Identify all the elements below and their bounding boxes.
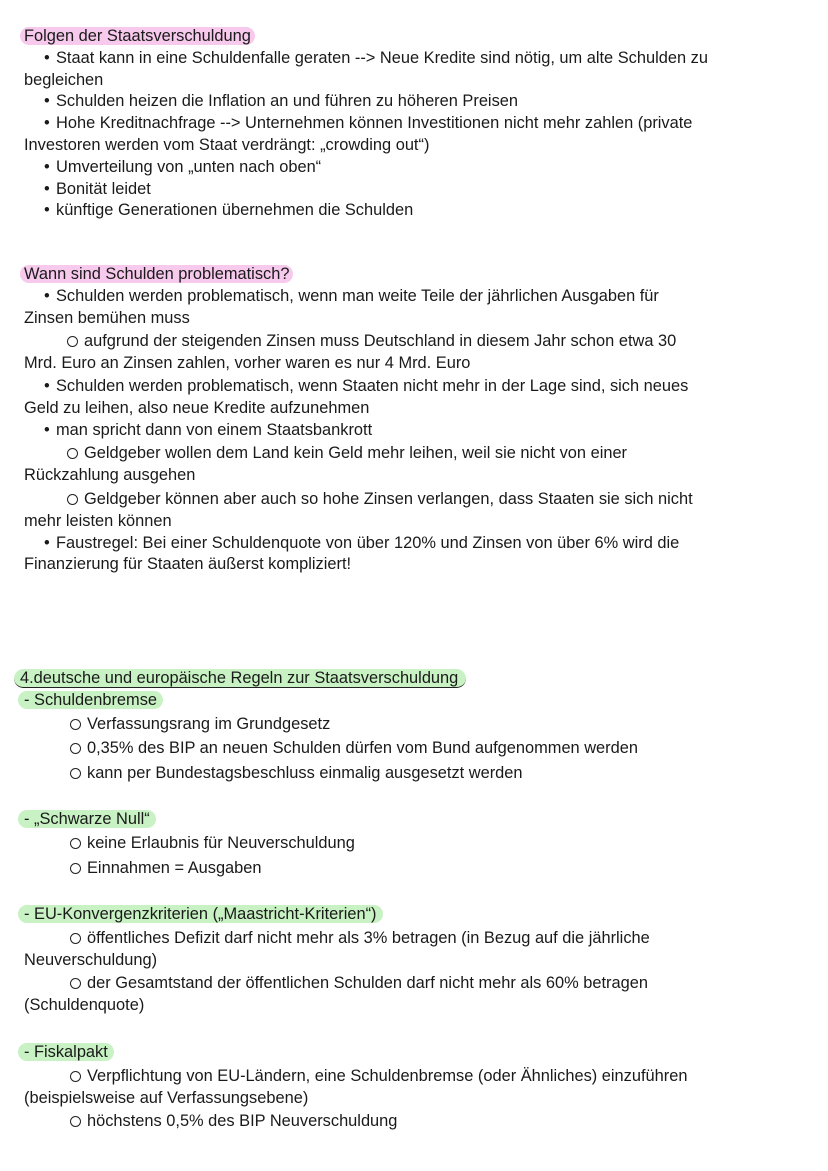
- sub-item: aufgrund der steigenden Zinsen muss Deutschland in diesem Jahr schon etwa 30: [24, 331, 800, 353]
- sub-item-continuation: Neuverschuldung): [24, 950, 158, 969]
- section-title-problematic: Wann sind Schulden problematisch?: [20, 265, 293, 283]
- bullet-icon: •: [44, 376, 50, 395]
- circle-bullet-icon: [70, 933, 81, 944]
- circle-bullet-icon: [70, 863, 81, 874]
- section-when-problematic: [24, 264, 800, 576]
- bullet-icon: •: [44, 157, 50, 176]
- list-item-continuation: Zinsen bemühen muss: [24, 308, 190, 327]
- list-item: • Bonität leidet: [24, 179, 800, 201]
- list-item-continuation: Investoren werden vom Staat verdrängt: „crowding out“): [24, 135, 430, 154]
- circle-bullet-icon: [70, 978, 81, 989]
- sub-item-continuation: Rückzahlung ausgehen: [24, 466, 196, 485]
- sub-item: kann per Bundestagsbeschluss einmalig ausgesetzt werden: [24, 763, 800, 785]
- circle-bullet-icon: [70, 719, 81, 730]
- section-rules: [20, 668, 800, 785]
- bullet-icon: •: [44, 179, 50, 198]
- block-fiskalpakt: [24, 1042, 800, 1133]
- bullet-icon: •: [44, 533, 50, 552]
- bullet-icon: •: [44, 114, 50, 133]
- bullet-icon: •: [44, 286, 50, 305]
- sub-item-continuation: (beispielsweise auf Verfassungsebene): [24, 1088, 309, 1107]
- sub-item-continuation: mehr leisten können: [24, 511, 172, 530]
- circle-bullet-icon: [70, 838, 81, 849]
- heading-fiskalpakt: - Fiskalpakt: [18, 1043, 114, 1061]
- sub-item: keine Erlaubnis für Neuverschuldung: [24, 833, 800, 855]
- sub-item: öffentliches Defizit darf nicht mehr als 3% betragen (in Bezug auf die jährliche: [24, 928, 800, 950]
- list-item: • Staat kann in eine Schuldenfalle geraten --> Neue Kredite sind nötig, um alte Schulden zu: [24, 48, 800, 70]
- section-title-consequences: Folgen der Staatsverschuldung: [20, 27, 255, 45]
- bullet-icon: •: [44, 92, 50, 111]
- heading-konvergenzkriterien: - EU-Konvergenzkriterien („Maastricht-Kriterien“): [18, 905, 383, 923]
- list-item-continuation: Finanzierung für Staaten äußerst kompliziert!: [24, 555, 352, 574]
- sub-item: Verfassungsrang im Grundgesetz: [24, 714, 800, 736]
- list-item: • Hohe Kreditnachfrage --> Unternehmen können Investitionen nicht mehr zahlen (private: [24, 113, 800, 135]
- heading-schuldenbremse: - Schuldenbremse: [18, 691, 163, 709]
- sub-item-continuation: Mrd. Euro an Zinsen zahlen, vorher waren es nur 4 Mrd. Euro: [24, 354, 471, 373]
- circle-bullet-icon: [67, 494, 78, 505]
- list-item-continuation: begleichen: [24, 70, 104, 89]
- bullet-icon: •: [44, 420, 50, 439]
- bullet-icon: •: [44, 201, 50, 220]
- bullet-icon: •: [44, 48, 50, 67]
- section-consequences: [24, 26, 800, 222]
- list-item: • Schulden werden problematisch, wenn man weite Teile der jährlichen Ausgaben für: [24, 286, 800, 308]
- sub-item: der Gesamtstand der öffentlichen Schulden darf nicht mehr als 60% betragen: [24, 973, 800, 995]
- sub-item: Geldgeber wollen dem Land kein Geld mehr leihen, weil sie nicht von einer: [24, 443, 800, 465]
- sub-item-continuation: (Schuldenquote): [24, 996, 145, 1015]
- heading-schwarze-null: - „Schwarze Null“: [18, 810, 156, 828]
- list-item: • man spricht dann von einem Staatsbankrott: [24, 420, 800, 442]
- circle-bullet-icon: [70, 1116, 81, 1127]
- sub-item: Einnahmen = Ausgaben: [24, 858, 800, 880]
- list-item-continuation: Geld zu leihen, also neue Kredite aufzunehmen: [24, 398, 370, 417]
- sub-item: Geldgeber können aber auch so hohe Zinsen verlangen, dass Staaten sie sich nicht: [24, 489, 800, 511]
- list-item: • Schulden heizen die Inflation an und führen zu höheren Preisen: [24, 91, 800, 113]
- circle-bullet-icon: [70, 1071, 81, 1082]
- section-title-rules: 4.deutsche und europäische Regeln zur Staatsverschuldung: [14, 669, 466, 688]
- circle-bullet-icon: [70, 743, 81, 754]
- sub-item: Verpflichtung von EU-Ländern, eine Schuldenbremse (oder Ähnliches) einzuführen: [24, 1066, 800, 1088]
- list-item: • künftige Generationen übernehmen die Schulden: [24, 200, 800, 222]
- list-item: • Faustregel: Bei einer Schuldenquote von über 120% und Zinsen von über 6% wird die: [24, 533, 800, 555]
- circle-bullet-icon: [67, 448, 78, 459]
- circle-bullet-icon: [70, 768, 81, 779]
- list-item: • Schulden werden problematisch, wenn Staaten nicht mehr in der Lage sind, sich neues: [24, 376, 800, 398]
- list-item: • Umverteilung von „unten nach oben“: [24, 157, 800, 179]
- sub-item: höchstens 0,5% des BIP Neuverschuldung: [24, 1111, 800, 1133]
- block-schwarze-null: [24, 809, 800, 879]
- sub-item: 0,35% des BIP an neuen Schulden dürfen vom Bund aufgenommen werden: [24, 738, 800, 760]
- circle-bullet-icon: [67, 336, 78, 347]
- block-konvergenzkriterien: [24, 904, 800, 1017]
